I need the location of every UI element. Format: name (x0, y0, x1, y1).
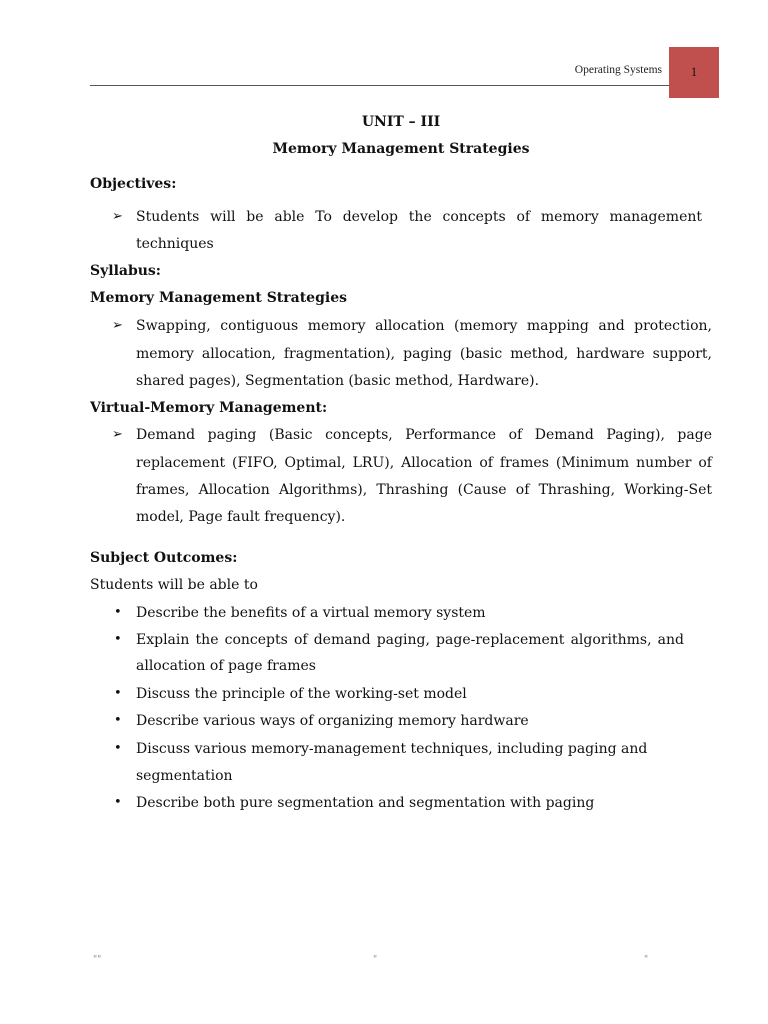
objective-item-line: Students will be able To develop the concepts of memory management (136, 209, 702, 225)
unit-title: UNIT – III (361, 114, 441, 130)
outcome-item-line: Describe various ways of organizing memory hardware (136, 713, 529, 729)
outcome-item-line: Describe the benefits of a virtual memory system (136, 605, 486, 621)
outcome-bullet: • (114, 795, 122, 810)
syllabus-line: replacement (FIFO, Optimal, LRU), Allocation of frames (Minimum number of (136, 455, 712, 471)
objective-bullet-arrow: ➢ (112, 209, 123, 224)
syllabus-line: shared pages), Segmentation (basic method, Hardware). (136, 373, 540, 389)
header-rule (90, 85, 670, 86)
page-number-box (669, 47, 719, 98)
outcome-item-line: allocation of page frames (136, 658, 316, 674)
footer-mark-right: " (644, 955, 649, 965)
objectives-heading: Objectives: (90, 176, 177, 192)
syllabus-section-heading: Memory Management Strategies (90, 290, 347, 306)
header-course-title: Operating Systems (574, 64, 662, 76)
outcome-item-line: Discuss various memory-management techniques, including paging and (136, 741, 648, 757)
outcome-item-line: segmentation (136, 768, 233, 784)
outcomes-heading: Subject Outcomes: (90, 550, 238, 566)
syllabus-heading: Syllabus: (90, 263, 161, 279)
outcome-bullet: • (114, 605, 122, 620)
syllabus-line: Swapping, contiguous memory allocation (memory mapping and protection, (136, 318, 712, 334)
outcome-item-line: Discuss the principle of the working-set model (136, 686, 467, 702)
syllabus-bullet-arrow: ➢ (112, 427, 123, 442)
syllabus-bullet-arrow: ➢ (112, 318, 123, 333)
outcomes-intro: Students will be able to (90, 577, 258, 593)
outcome-bullet: • (114, 686, 122, 701)
syllabus-line: model, Page fault frequency). (136, 509, 346, 525)
syllabus-line: Demand paging (Basic concepts, Performance of Demand Paging), page (136, 427, 712, 443)
footer-mark-middle: " (373, 955, 378, 965)
outcome-item-line: Explain the concepts of demand paging, page-replacement algorithms, and (136, 632, 684, 648)
objective-item-line: techniques (136, 236, 214, 252)
footer-mark-left: "" (93, 955, 102, 965)
page-number: 1 (690, 65, 698, 79)
topic-title: Memory Management Strategies (272, 141, 530, 157)
outcome-bullet: • (114, 741, 122, 756)
outcome-bullet: • (114, 632, 122, 647)
outcome-item-line: Describe both pure segmentation and segmentation with paging (136, 795, 595, 811)
syllabus-line: memory allocation, fragmentation), paging (basic method, hardware support, (136, 346, 712, 362)
outcome-bullet: • (114, 713, 122, 728)
syllabus-section-heading: Virtual-Memory Management: (90, 400, 328, 416)
syllabus-line: frames, Allocation Algorithms), Thrashing (Cause of Thrashing, Working-Set (136, 482, 712, 498)
